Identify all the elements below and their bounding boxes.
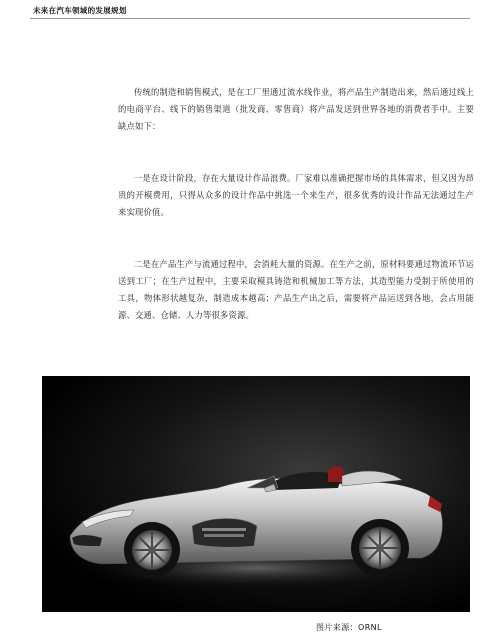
scoop-vent-2 [204, 534, 244, 537]
header-divider [30, 18, 470, 19]
paragraph-design-waste: 一是在设计阶段，存在大量设计作品浪费。厂家难以准确把握市场的具体需求，但又因为昂贵的开模费用，只得从众多的设计作品中挑选一个来生产，很多优秀的设计作品无法通过生产来实现价值。 [118, 173, 474, 217]
rear-wheel-hub [376, 544, 384, 552]
sports-car-illustration [42, 376, 470, 612]
car-photo [42, 376, 470, 612]
scoop-vent [202, 528, 246, 531]
running-header: 未来在汽车领域的发展规划 [33, 6, 127, 15]
front-wheel-hub [148, 546, 156, 554]
figure-caption: 图片来源：ORNL [316, 623, 382, 632]
paragraph-intro: 传统的制造和销售模式，是在工厂里通过流水线作业，将产品生产制造出来，然后通过线上的电商平台、线下的销售渠道（批发商、零售商）将产品发送到世界各地的消费者手中。主要缺点如下： [118, 87, 474, 131]
side-scoop [192, 519, 257, 548]
red-seat [328, 466, 344, 482]
paragraph-resource-consumption: 二是在产品生产与流通过程中，会消耗大量的资源。在生产之前，原材料要通过物流环节运送到工厂；在生产过程中，主要采取模具铸造和机械加工等方法，其造型能力受制于所使用的工具，物体形状越复杂，制造成本越高；产品生产出之后，需要将产品运送到各地，会占用能源、交通、仓储、人力等很多资源。 [118, 259, 474, 320]
